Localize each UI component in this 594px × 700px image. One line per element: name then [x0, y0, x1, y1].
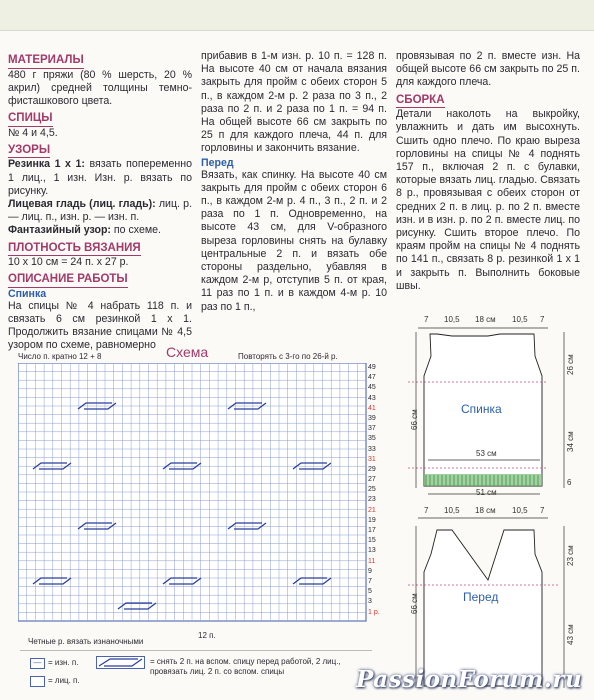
row-number: 29 [368, 465, 376, 473]
front-text-continued: провязывая по 2 п. вместе изн. На общей высоте 66 см закрыть по 25 п. для каждого плеча. [396, 50, 580, 89]
back-text-continued: прибавив в 1-м изн. р. 10 п. = 128 п. На высоте 40 см от начала вязания закрыть для пройм с обеих сторон 5 п., в каждом 2-м р. 2 раза по 3 п., 2 раза по 2 п. и 2 раза по 1 п. = 94 п. На общей высоте 66 см закрыть по 25 п для каждого плеча, 44 п. для горловины и закончить вязание. [201, 50, 387, 155]
row-number: 21 [368, 506, 376, 514]
height-66-front: 66 см [410, 593, 419, 614]
needles-heading: СПИЦЫ [8, 112, 53, 127]
knit-symbol [30, 676, 45, 687]
row-number: 31 [368, 455, 376, 463]
back-label: Спинка [461, 402, 502, 416]
fancy-pattern [8, 224, 192, 237]
dim-top-2: 10,5 [444, 315, 460, 324]
row-number: 11 [368, 557, 376, 565]
even-rows-note: Четные р. вязать изнаночными [28, 637, 144, 646]
gauge-heading: ПЛОТНОСТЬ ВЯЗАНИЯ [8, 242, 141, 257]
stockinette-text: лиц. р. — лиц. п., изн. р. — изн. п. [8, 197, 193, 224]
dim-top-5: 7 [540, 315, 545, 324]
dim-top-front-3: 18 см [475, 506, 496, 515]
purl-legend: = изн. п. [48, 658, 79, 667]
needles-text: № 4 и 4,5. [8, 126, 58, 139]
row-number: 49 [368, 364, 376, 371]
row-number: 47 [368, 374, 376, 382]
row-numbers [368, 364, 382, 619]
row-number: 7 [368, 577, 372, 585]
chart-multiple-note: Число п. кратно 12 + 8 [18, 352, 102, 361]
dim-top-1: 7 [424, 315, 429, 324]
top-page-strip [0, 0, 594, 31]
row-number: 41 [368, 404, 376, 412]
rib-label: Резинка 1 х 1: [8, 158, 85, 171]
watermark: PassionForum.ru [356, 666, 583, 693]
assembly-heading: СБОРКА [396, 94, 445, 109]
column-2 [201, 50, 387, 314]
row-number: 39 [368, 414, 376, 422]
row-number: 45 [368, 384, 376, 392]
gauge-text: 10 х 10 см = 24 п. х 27 р. [8, 256, 129, 269]
knit-legend: = лиц. п. [48, 676, 80, 685]
row-number: 25 [368, 486, 376, 494]
dim-top-front-5: 7 [540, 506, 545, 515]
garment-schematics [388, 310, 594, 698]
rib-pattern [8, 158, 192, 198]
dim-top-4: 10,5 [512, 315, 528, 324]
height-34: 34 см [566, 431, 575, 452]
row-number: 15 [368, 537, 376, 545]
front-subheading: Перед [201, 156, 234, 169]
row-number: 17 [368, 527, 376, 534]
row-number: 9 [368, 567, 372, 575]
back-text: На спицы № 4 набрать 118 п. и связать 6 см резинкой 1 х 1. Продолжить вязание спицами № 4,5 узором по схеме, равномерно [8, 299, 192, 352]
front-text: Вязать, как спинку. На высоте 40 см закрыть для пройм с обеих сторон 6 п., в каждом 2-м р. 4 п., 3 п., 2 п. и 2 раза по 1 п. Одновременно, на высоте 43 см, для V-образного выреза горловины снять на булавку центральные 2 п. и вязать обе стороны раздельно, убавляя в каждом 2-м р, отступив 5 п. от края, 11 раз по 1 п. и в каждом 4-м р. 10 раз по 1 п., [201, 168, 387, 313]
width-51: 51 см [476, 488, 497, 497]
row-number: 35 [368, 435, 376, 443]
front-label: Перед [463, 590, 499, 604]
height-66-back: 66 см [410, 409, 419, 430]
fancy-text: по схеме. [113, 224, 161, 237]
row-number: 37 [368, 425, 376, 433]
dim-top-front-1: 7 [424, 506, 429, 515]
dim-top-front-4: 10,5 [512, 506, 528, 515]
purl-symbol: — [30, 658, 45, 669]
cable-symbol [96, 656, 146, 670]
stockinette-pattern [8, 198, 192, 224]
height-6: 6 [567, 478, 572, 487]
row-number: 3 [368, 598, 372, 606]
row-number: 5 [368, 588, 372, 596]
assembly-text: Детали наколоть на выкройку, увлажнить и дать им высохнуть. Сшить одно плечо. По краю выреза горловины на спицы № 4 поднять 157 п., включая 2 п. с булавки, которые вязать лиц. гладью. Связать 8 р., провязывая с обеих сторон от средних 2 п. в лиц. р. по 2 п. вместе изн. и в изн. р. по 2 п. вместе лиц. по рисунку. Сшить второе плечо. По краям пройм на спицы № 4 поднять по 141 п., связать 8 р. резинкой 1 х 1 и закрыть п. Выполнить боковые швы. [396, 108, 580, 292]
chart-repeat-note: Повторять с 3-го по 26-й р. [238, 352, 338, 361]
stockinette-label: Лицевая гладь (лиц. гладь): [8, 197, 156, 210]
chart-width-label: 12 п. [198, 631, 216, 640]
dim-top-3: 18 см [475, 315, 496, 324]
column-1 [8, 50, 192, 353]
row-number: 13 [368, 547, 376, 555]
row-number: 33 [368, 445, 376, 453]
row-number: 23 [368, 496, 376, 504]
height-23: 23 см [566, 545, 575, 566]
row-number: 1 р. [368, 608, 380, 616]
chart-title: Схема [166, 344, 209, 360]
rib-text: вязать попеременно 1 лиц., 1 изн. Изн. р. вязать по рисунку. [8, 158, 192, 197]
row-number: 19 [368, 516, 376, 524]
patterns-heading: УЗОРЫ [8, 144, 50, 159]
width-53-back: 53 см [476, 449, 497, 458]
column-3 [396, 50, 580, 293]
cable-legend: = снять 2 п. на вспом. спицу перед работой, 2 лиц., провязать лиц. 2 п. со вспом. спицы [150, 657, 341, 676]
row-number: 27 [368, 476, 376, 484]
row-number: 43 [368, 394, 376, 402]
materials-text: 480 г пряжи (80 % шерсть, 20 % акрил) средней толщины темно-фисташкового цвета. [8, 68, 192, 107]
fancy-label: Фантазийный узор: [8, 224, 111, 237]
dim-top-front-2: 10,5 [444, 506, 460, 515]
back-subheading: Спинка [8, 287, 47, 300]
materials-heading: МАТЕРИАЛЫ [8, 54, 84, 69]
knitting-chart-grid [18, 363, 370, 625]
work-heading: ОПИСАНИЕ РАБОТЫ [8, 273, 128, 288]
height-26: 26 см [566, 354, 575, 375]
height-43: 43 см [566, 624, 575, 645]
